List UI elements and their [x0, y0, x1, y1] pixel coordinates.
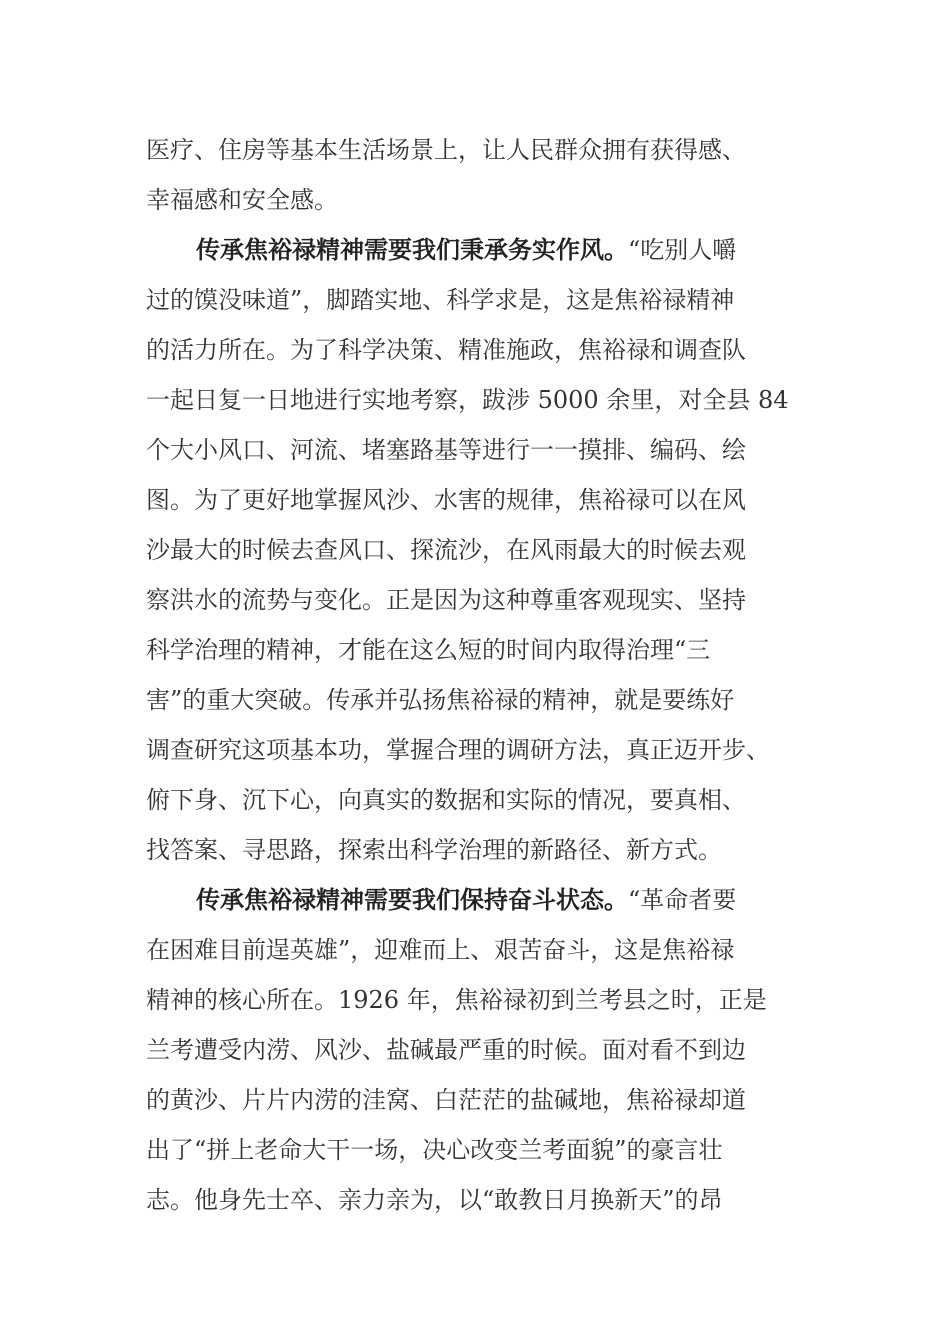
paragraph-text: “革命者要 — [628, 886, 737, 914]
text-line: 害”的重大突破。传承并弘扬焦裕禄的精神，就是要练好 — [146, 686, 735, 714]
text-line: 图。为了更好地掌握风沙、水害的规律，焦裕禄可以在风 — [146, 486, 746, 514]
paragraph-text: “吃别人嚼 — [628, 236, 737, 264]
paragraph-lead: 传承焦裕禄精神需要我们秉承务实作风。 — [196, 235, 628, 264]
text-line: 的活力所在。为了科学决策、精准施政，焦裕禄和调查队 — [146, 336, 746, 364]
text-line: 找答案、寻思路，探索出科学治理的新路径、新方式。 — [146, 836, 722, 864]
text-line: 个大小风口、河流、堵塞路基等进行一一摸排、编码、绘 — [146, 436, 746, 464]
paragraph-line — [196, 880, 856, 920]
text-line: 沙最大的时候去查风口、探流沙，在风雨最大的时候去观 — [146, 536, 746, 564]
text-line: 在困难目前逞英雄”，迎难而上、艰苦奋斗，这是焦裕禄 — [146, 936, 735, 964]
text-line: 俯下身、沉下心，向真实的数据和实际的情况，要真相、 — [146, 786, 746, 814]
text-line: 过的馍没味道”，脚踏实地、科学求是，这是焦裕禄精神 — [146, 286, 735, 314]
text-line: 的黄沙、片片内涝的洼窝、白茫茫的盐碱地，焦裕禄却道 — [146, 1086, 746, 1114]
text-line: 兰考遭受内涝、风沙、盐碱最严重的时候。面对看不到边 — [146, 1036, 746, 1064]
text-line: 调查研究这项基本功，掌握合理的调研方法，真正迈开步、 — [146, 736, 770, 764]
text-line: 志。他身先士卒、亲力亲为，以“敢教日月换新天”的昂 — [146, 1186, 723, 1214]
text-line: 察洪水的流势与变化。正是因为这种尊重客观现实、坚持 — [146, 586, 746, 614]
text-line: 一起日复一日地进行实地考察，跋涉 5000 余里，对全县 84 — [146, 386, 789, 414]
paragraph-lead: 传承焦裕禄精神需要我们保持奋斗状态。 — [196, 885, 628, 914]
text-line: 科学治理的精神，才能在这么短的时间内取得治理“三 — [146, 636, 711, 664]
text-line: 幸福感和安全感。 — [146, 186, 338, 214]
text-line: 精神的核心所在。1926 年，焦裕禄初到兰考县之时，正是 — [146, 986, 767, 1014]
text-line: 医疗、住房等基本生活场景上，让人民群众拥有获得感、 — [146, 136, 746, 164]
paragraph-line — [196, 230, 856, 270]
text-line: 出了“拼上老命大干一场，决心改变兰考面貌”的豪言壮 — [146, 1136, 723, 1164]
